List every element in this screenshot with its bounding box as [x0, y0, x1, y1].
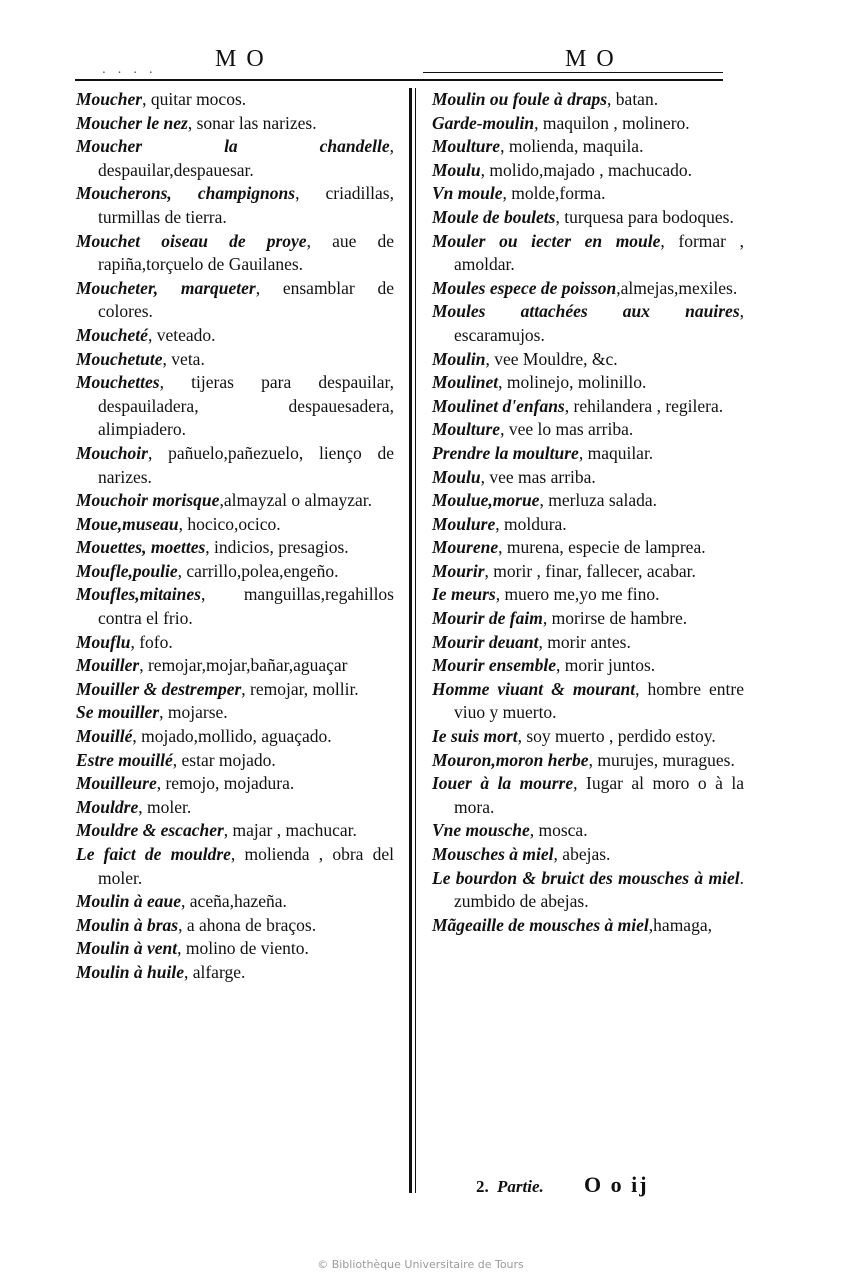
dictionary-entry [432, 678, 744, 725]
french-headword: Mourene [432, 537, 499, 558]
dictionary-entry [76, 890, 394, 914]
dictionary-entry [432, 230, 744, 277]
french-headword: Moufles,mitaines [76, 584, 201, 605]
french-headword: Moulinet d'enfans [432, 395, 565, 416]
dictionary-entry [432, 489, 744, 513]
dictionary-entry [432, 418, 744, 442]
header-rule-upper [423, 72, 723, 73]
dictionary-entry [76, 914, 394, 938]
french-headword: Moules espece de poisson [432, 277, 617, 298]
french-headword: Moulu [432, 466, 481, 487]
spanish-translation: ,almejas,mexiles. [616, 277, 738, 298]
spanish-translation: , maquilar. [578, 442, 654, 463]
spanish-translation: , estar mojado. [172, 749, 276, 770]
spanish-translation: , soy muerto , perdido estoy. [517, 726, 716, 747]
french-headword: Moulin à eaue [76, 891, 182, 912]
library-watermark: © Bibliothèque Universitaire de Tours [317, 1258, 524, 1271]
spanish-translation: , a ahona de braços. [178, 914, 317, 935]
spanish-translation: , formar , amoldar. [454, 230, 744, 275]
spanish-translation: , carrillo,polea,engeño. [177, 560, 339, 581]
dictionary-entry [432, 867, 744, 914]
spanish-translation: , quitar mocos. [142, 89, 247, 109]
french-headword: Moulu [432, 159, 481, 180]
dictionary-entry [432, 182, 744, 206]
spanish-translation: , aue de rapiña,torçuelo de Gauilanes. [98, 230, 394, 275]
spanish-translation: , ensamblar de colores. [98, 277, 394, 322]
french-headword: Moucher la chandelle [76, 136, 390, 157]
french-headword: Mouiller & destremper [76, 678, 242, 699]
french-headword: Mourir de faim [432, 608, 543, 629]
dictionary-entry [432, 88, 744, 112]
dictionary-entry [432, 112, 744, 136]
dictionary-entry [76, 513, 394, 537]
spanish-translation: , hocico,ocico. [178, 513, 281, 534]
spanish-translation: , molde,forma. [502, 183, 606, 204]
french-headword: Vn moule [432, 183, 503, 204]
french-headword: Ie suis mort [432, 726, 518, 747]
dictionary-entry [432, 300, 744, 347]
spanish-translation: , molido,majado , machucado. [480, 159, 693, 180]
dictionary-entry [76, 631, 394, 655]
french-headword: Moulture [432, 136, 501, 157]
dictionary-entry [76, 489, 394, 513]
french-headword: Iouer à la mourre [432, 773, 574, 794]
spanish-translation: , pañuelo,pañezuelo, lienço de narizes. [98, 442, 394, 487]
french-headword: Mouiller [76, 655, 140, 676]
spanish-translation: , mojarse. [159, 702, 228, 723]
part-number: 2. [476, 1177, 489, 1196]
spanish-translation: , veteado. [147, 324, 216, 345]
spanish-translation: , vee Mouldre, &c. [485, 348, 618, 369]
french-headword: Mouler ou iecter en moule [432, 230, 661, 251]
spanish-translation: , molinejo, molinillo. [498, 372, 647, 393]
spanish-translation: , muero me,yo me fino. [495, 584, 660, 605]
page-footer [476, 1172, 649, 1198]
spanish-translation: . zumbido de abejas. [454, 867, 744, 912]
french-headword: Moulure [432, 513, 496, 534]
dictionary-entry [432, 560, 744, 584]
dictionary-entry [432, 442, 744, 466]
dictionary-entry [432, 395, 744, 419]
spanish-translation: , rehilandera , regilera. [564, 395, 724, 416]
dictionary-entry [432, 725, 744, 749]
french-headword: Ie meurs [432, 584, 496, 605]
spanish-translation: , majar , machucar. [223, 820, 357, 841]
dictionary-entry [76, 772, 394, 796]
dictionary-entry [76, 725, 394, 749]
dictionary-entry [432, 536, 744, 560]
spanish-translation: , abejas. [553, 844, 611, 864]
right-column [432, 88, 744, 937]
spanish-translation: , morirse de hambre. [542, 608, 688, 629]
french-headword: Le bourdon & bruict des mousches à miel [432, 867, 740, 888]
dictionary-entry [76, 654, 394, 678]
spanish-translation: , fofo. [130, 631, 173, 652]
dictionary-entry [76, 961, 394, 985]
spanish-translation: , escaramujos. [454, 301, 744, 345]
french-headword: Moulin ou foule à draps [432, 89, 608, 109]
spanish-translation: , murena, especie de lamprea. [498, 537, 706, 558]
french-headword: Moucherons, champignons [76, 183, 296, 204]
dictionary-entry [432, 654, 744, 678]
french-headword: Moucher [76, 89, 143, 109]
dictionary-entry [76, 348, 394, 372]
dictionary-entry [432, 277, 744, 301]
french-headword: Prendre la moulture [432, 442, 579, 463]
spanish-translation: , vee mas arriba. [480, 466, 596, 487]
spanish-translation: , manguillas,regahillos contra el frio. [98, 584, 394, 629]
dictionary-entry [432, 135, 744, 159]
french-headword: Estre mouillé [76, 749, 173, 770]
french-headword: Mourir deuant [432, 631, 539, 652]
dictionary-entry [76, 560, 394, 584]
french-headword: Mouchettes [76, 372, 160, 393]
dictionary-entry [76, 796, 394, 820]
spanish-translation: , tijeras para despauilar, despauiladera, despauesadera, alimpiadero. [98, 372, 394, 440]
dictionary-entry [76, 819, 394, 843]
dictionary-entry [432, 466, 744, 490]
french-headword: Se mouiller [76, 702, 160, 723]
french-headword: Mouron,moron herbe [432, 749, 589, 770]
french-headword: Moulinet [432, 372, 499, 393]
dictionary-entry [76, 749, 394, 773]
french-headword: Moulin à vent [76, 938, 178, 959]
french-headword: Mourir ensemble [432, 655, 556, 676]
spanish-translation: , alfarge. [183, 961, 246, 982]
dictionary-entry [76, 583, 394, 630]
french-headword: Moulue,morue [432, 490, 540, 511]
spanish-translation: , morir , finar, fallecer, acabar. [484, 560, 696, 581]
header-rule [75, 79, 723, 81]
french-headword: Mouchetute [76, 348, 163, 369]
spanish-translation: , indicios, presagios. [205, 537, 349, 558]
spanish-translation: , mosca. [529, 820, 588, 841]
french-headword: Mouflu [76, 631, 131, 652]
french-headword: Mouettes, moettes [76, 537, 206, 558]
french-headword: Moucher le nez [76, 112, 188, 133]
dictionary-entry [432, 749, 744, 773]
dictionary-entry [76, 182, 394, 229]
french-headword: Moucheter, marqueter [76, 277, 256, 298]
dictionary-entry [432, 631, 744, 655]
spanish-translation: , murujes, muragues. [588, 749, 735, 770]
french-headword: Moule de boulets [432, 206, 556, 227]
dictionary-entry [76, 678, 394, 702]
spanish-translation: , maquilon , molinero. [534, 112, 690, 133]
french-headword: Le faict de mouldre [76, 844, 231, 864]
dictionary-entry [432, 371, 744, 395]
spanish-translation: , veta. [162, 348, 205, 369]
header-dots: . . . . [102, 62, 157, 76]
french-headword: Mouillé [76, 726, 133, 747]
dictionary-entry [76, 112, 394, 136]
dictionary-entry [432, 843, 744, 867]
spanish-translation: , hombre entre viuo y muerto. [454, 678, 744, 723]
spanish-translation: , molienda , obra del moler. [98, 844, 394, 888]
french-headword: Moufle,poulie [76, 560, 178, 581]
dictionary-entry [432, 914, 744, 938]
column-divider [409, 88, 412, 1193]
french-headword: Mourir [432, 560, 485, 581]
french-headword: Moulin [432, 348, 486, 369]
spanish-translation: ,hamaga, [648, 914, 712, 935]
spanish-translation: , morir juntos. [555, 655, 656, 676]
spanish-translation: , moldura. [495, 513, 567, 534]
spanish-translation: , criadillas, turmillas de tierra. [98, 183, 394, 227]
spanish-translation: , molienda, maquila. [500, 136, 644, 157]
dictionary-entry [76, 135, 394, 182]
left-column [76, 88, 394, 985]
spanish-translation: , mojado,mollido, aguaçado. [132, 726, 332, 747]
french-headword: Moue,museau [76, 513, 179, 534]
dictionary-entry [432, 348, 744, 372]
spanish-translation: , turquesa para bodoques. [555, 206, 734, 227]
spanish-translation: , remojar,mojar,bañar,aguaçar [139, 655, 348, 676]
french-headword: Moucheté [76, 324, 148, 345]
dictionary-entry [76, 937, 394, 961]
spanish-translation: , vee lo mas arriba. [500, 419, 634, 440]
dictionary-entry [432, 583, 744, 607]
dictionary-entry [76, 442, 394, 489]
dictionary-entry [432, 819, 744, 843]
dictionary-entry [432, 513, 744, 537]
french-headword: Mouchoir [76, 442, 148, 463]
spanish-translation: , merluza salada. [539, 490, 658, 511]
french-headword: Vne mousche [432, 820, 530, 841]
dictionary-entry [432, 206, 744, 230]
french-headword: Mousches à miel [432, 844, 554, 864]
spanish-translation: , despauilar,despauesar. [98, 136, 394, 180]
dictionary-entry [76, 230, 394, 277]
dictionary-entry [76, 324, 394, 348]
dictionary-entry [432, 772, 744, 819]
dictionary-entry [76, 843, 394, 890]
french-headword: Moules attachées aux nauires [432, 301, 740, 322]
french-headword: Mouchet oiseau de proye [76, 230, 307, 251]
french-headword: Moulin à huile [76, 961, 184, 982]
dictionary-entry [76, 277, 394, 324]
french-headword: Moulin à bras [76, 914, 179, 935]
dictionary-entry [76, 371, 394, 442]
spanish-translation: , sonar las narizes. [187, 112, 317, 133]
french-headword: Moulture [432, 419, 501, 440]
french-headword: Mouldre & escacher [76, 820, 224, 841]
spanish-translation: , Iugar al moro o à la mora. [454, 773, 744, 817]
spanish-translation: , batan. [607, 89, 659, 109]
french-headword: Mouilleure [76, 773, 157, 794]
dictionary-entry [76, 701, 394, 725]
spanish-translation: , remojar, mollir. [241, 678, 359, 699]
column-divider-thin [415, 88, 416, 1193]
french-headword: Mouldre [76, 796, 139, 817]
french-headword: Homme viuant & mourant [432, 678, 636, 699]
spanish-translation: ,almayzal o almayzar. [219, 490, 372, 511]
spanish-translation: , morir antes. [538, 631, 631, 652]
running-head-right: MO [565, 46, 624, 72]
french-headword: Mãgeaille de mousches à miel [432, 914, 649, 935]
dictionary-entry [76, 536, 394, 560]
folio-signature: O o ij [584, 1172, 649, 1197]
french-headword: Mouchoir morisque [76, 490, 220, 511]
spanish-translation: , aceña,hazeña. [181, 891, 287, 912]
dictionary-entry [76, 88, 394, 112]
running-head-left: MO [215, 46, 274, 72]
spanish-translation: , molino de viento. [177, 938, 309, 959]
part-label: Partie. [497, 1177, 544, 1196]
spanish-translation: , moler. [138, 796, 192, 817]
spanish-translation: , remojo, mojadura. [156, 773, 295, 794]
french-headword: Garde-moulin [432, 112, 535, 133]
dictionary-entry [432, 607, 744, 631]
dictionary-entry [432, 159, 744, 183]
